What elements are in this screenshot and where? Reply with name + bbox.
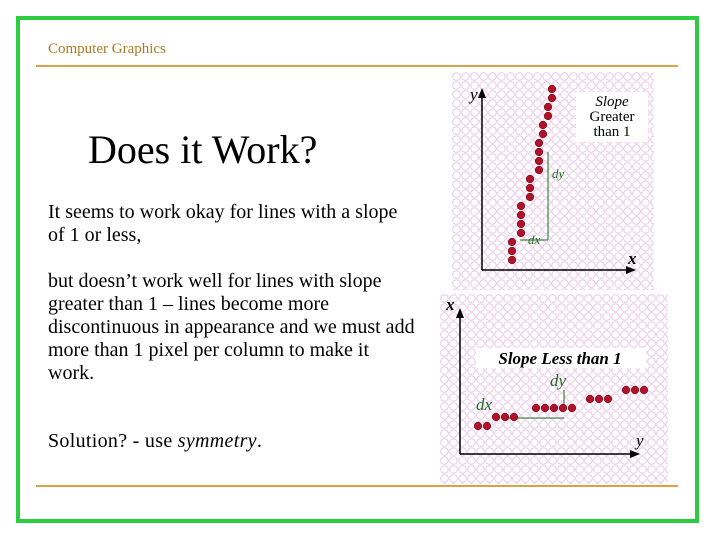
pixel-dot (604, 395, 612, 403)
paragraph-works-okay: It seems to work okay for lines with a slope of 1 or less, (48, 201, 398, 246)
paragraph-doesnt-work: but doesn’t work well for lines with slope greater than 1 – lines become more discontinuous in appearance and we must add more than 1 pixel per column to make it work. (48, 270, 415, 384)
caption-line1: Slope (595, 94, 629, 110)
pixel-dot (539, 130, 547, 138)
pixel-dot (517, 229, 525, 237)
x-axis-label: x (628, 249, 637, 268)
pixel-dot (559, 404, 567, 412)
header-divider (36, 65, 678, 67)
pixel-dot (640, 386, 648, 394)
pixel-dot (595, 395, 603, 403)
pixel-dot (548, 94, 556, 102)
pixel-dot (474, 422, 482, 430)
pixel-dot (532, 404, 540, 412)
paragraph-solution (48, 430, 418, 453)
solution-suffix: . (256, 430, 263, 452)
pixel-dot (550, 404, 558, 412)
course-title: Computer Graphics (48, 41, 166, 57)
pixel-dot (622, 386, 630, 394)
pixel-dot (526, 184, 534, 192)
footer-divider (36, 485, 678, 487)
pixel-dot (526, 193, 534, 201)
solution-emphasis: symmetry (177, 430, 257, 452)
pixel-dot (501, 413, 509, 421)
pixel-dot (539, 121, 547, 129)
slide-title: Does it Work? (88, 127, 318, 172)
y-axis-label: y (470, 85, 478, 104)
pixel-dot (492, 413, 500, 421)
pixel-dot (508, 238, 516, 246)
pixel-dot (544, 112, 552, 120)
pixel-dot (526, 175, 534, 183)
shallow-line-figure (440, 294, 668, 484)
steep-line-figure (452, 72, 654, 290)
pixel-dot (631, 386, 639, 394)
dx-label: dx (528, 232, 541, 247)
pixel-dot (586, 395, 594, 403)
pixel-dot (548, 85, 556, 93)
pixel-dot (535, 148, 543, 156)
pixel-dot (508, 247, 516, 255)
dx-label: dx (476, 395, 493, 414)
pixel-dot (568, 404, 576, 412)
pixel-dot (510, 413, 518, 421)
pixel-dot (517, 202, 525, 210)
pixel-dot (508, 256, 516, 264)
caption: Slope Less than 1 (498, 349, 622, 368)
pixel-dot (544, 103, 552, 111)
pixel-dot (535, 157, 543, 165)
pixel-dot (483, 422, 491, 430)
pixel-dot (517, 211, 525, 219)
solution-prefix: Solution? - use (48, 430, 178, 452)
y-axis-label: y (636, 431, 644, 450)
x-axis-label: x (446, 295, 455, 314)
caption-line3: than 1 (593, 124, 631, 140)
caption-line2: Greater (589, 109, 635, 125)
pixel-dot (535, 139, 543, 147)
pixel-dot (535, 166, 543, 174)
pixel-dot (517, 220, 525, 228)
pixel-dot (541, 404, 549, 412)
dy-label: dy (550, 371, 567, 390)
dy-label: dy (552, 166, 565, 181)
